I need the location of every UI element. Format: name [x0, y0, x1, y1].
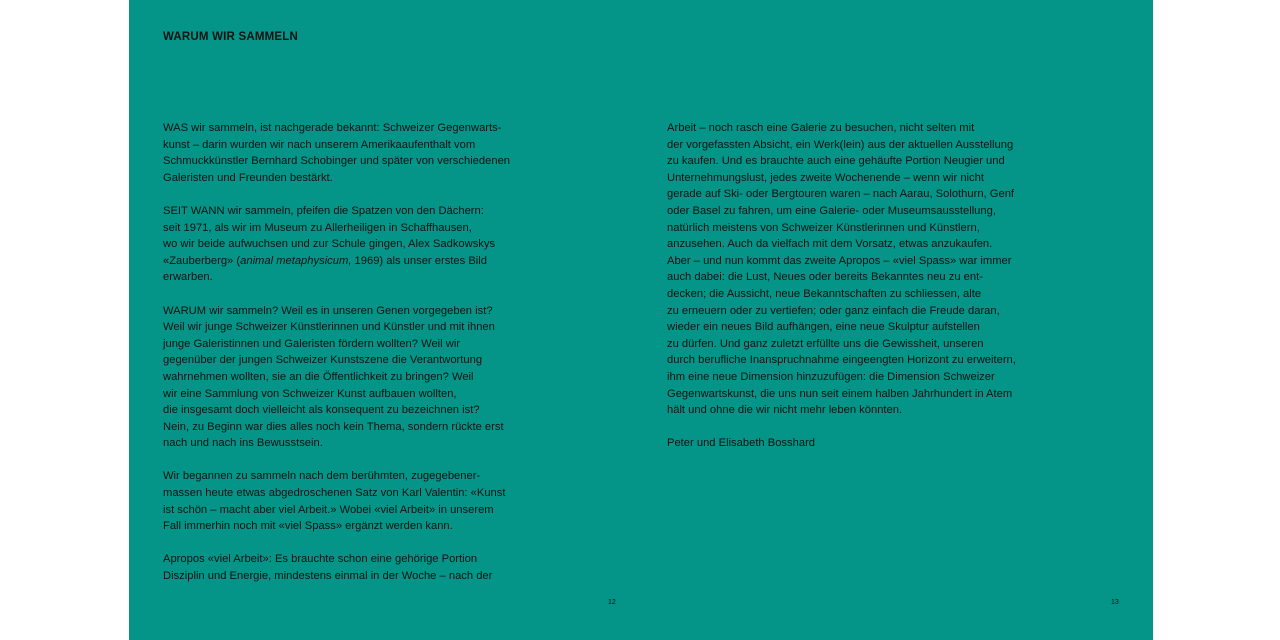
text-line: Weil wir junge Schweizer Künstlerinnen und Künstler und mit ihnen: [163, 321, 495, 334]
signature: [667, 435, 1067, 452]
text-line: decken; die Aussicht, neue Bekanntschaften zu schliessen, alte: [667, 287, 982, 300]
text-line: kunst – darin wurden wir nach unserem Amerikaaufenthalt vom: [163, 138, 476, 151]
paragraph-valentin: [163, 468, 563, 534]
text-line: oder Basel zu fahren, um eine Galerie- oder Museumsausstellung,: [667, 204, 996, 217]
text-line: SEIT WANN wir sammeln, pfeifen die Spatzen von den Dächern:: [163, 204, 484, 217]
text-line: WAS wir sammeln, ist nachgerade bekannt: Schweizer Gegenwarts-: [163, 122, 502, 134]
text-line: die insgesamt doch vielleicht als konsequent zu bezeichnen ist?: [163, 404, 480, 417]
text-line: junge Galeristinnen und Galeristen fördern wollten? Weil wir: [163, 337, 461, 350]
text-line: nach und nach ins Bewusstsein.: [163, 437, 323, 450]
text-line: [163, 253, 563, 270]
text-line: massen heute etwas abgedroschenen Satz von Karl Valentin: «Kunst: [163, 487, 506, 500]
text-line: Gegenwartskunst, die uns nun seit einem halben Jahrhundert in Atem: [667, 387, 1013, 400]
text-line: auch dabei: die Lust, Neues oder bereits Bekanntes neu zu ent-: [667, 271, 983, 284]
text-line: Wir begannen zu sammeln nach dem berühmten, zugegebener-: [163, 470, 481, 483]
paragraph-seit-wann: [163, 203, 563, 286]
text-line: Nein, zu Beginn war dies alles noch kein Thema, sondern rückte erst: [163, 420, 504, 433]
paragraph-warum: [163, 303, 563, 452]
text-line: wahrnehmen wollten, sie an die Öffentlichkeit zu bringen? Weil: [163, 370, 474, 383]
text-segment: 1969) als unser erstes Bild: [351, 254, 487, 267]
text-line: Unternehmungslust, jedes zweite Wochenende – wenn wir nicht: [667, 171, 984, 184]
text-line: natürlich meistens von Schweizer Künstlerinnen und Künstlern,: [667, 221, 980, 234]
left-page-body: [163, 120, 563, 601]
page-number: 13: [1111, 599, 1119, 606]
text-line: der vorgefassten Absicht, ein Werk(lein) aus der aktuellen Ausstellung: [667, 138, 1014, 151]
text-line: Arbeit – noch rasch eine Galerie zu besuchen, nicht selten mit: [667, 122, 975, 134]
text-line: zu dürfen. Und ganz zuletzt erfüllte uns die Gewissheit, unseren: [667, 337, 984, 350]
right-page-body: [667, 120, 1067, 468]
text-line: durch berufliche Inanspruchnahme eingeengten Horizont zu erweitern,: [667, 354, 1016, 367]
text-line: gegenüber der jungen Schweizer Kunstszene die Verantwortung: [163, 354, 483, 367]
text-line: ist schön – macht aber viel Arbeit.» Wobei «viel Arbeit» in unserem: [163, 503, 494, 516]
text-line: erwarben.: [163, 271, 213, 284]
text-line: zu erneuern oder zu vertiefen; oder ganz einfach die Freude daran,: [667, 304, 1000, 317]
text-line: Aber – und nun kommt das zweite Apropos – «viel Spass» war immer: [667, 254, 1012, 267]
left-page: [129, 0, 641, 640]
text-line: ihm eine neue Dimension hinzuzufügen: die Dimension Schweizer: [667, 370, 995, 383]
artwork-subtitle: animal metaphysicum,: [240, 254, 352, 267]
text-line: Schmuckkünstler Bernhard Schobinger und später von verschiedenen: [163, 155, 511, 168]
page-heading: WARUM WIR SAMMELN: [163, 31, 298, 43]
page-number: 12: [608, 599, 616, 606]
paragraph-apropos: [163, 551, 563, 584]
right-page: [641, 0, 1153, 640]
book-spread: [129, 0, 1153, 640]
text-line: wir eine Sammlung von Schweizer Kunst aufbauen wollten,: [163, 387, 457, 400]
paragraph-continuation: [667, 120, 1067, 419]
text-line: zu kaufen. Und es brauchte auch eine gehäufte Portion Neugier und: [667, 155, 1005, 168]
text-line: wo wir beide aufwuchsen und zur Schule gingen, Alex Sadkowskys: [163, 238, 496, 251]
text-line: Galeristen und Freunden bestärkt.: [163, 171, 333, 184]
text-line: wieder ein neues Bild aufhängen, eine neue Skulptur aufstellen: [667, 321, 980, 334]
text-line: hält und ohne die wir nicht mehr leben könnten.: [667, 404, 903, 417]
text-line: seit 1971, als wir im Museum zu Allerheiligen in Schaffhausen,: [163, 221, 472, 234]
text-line: WARUM wir sammeln? Weil es in unseren Genen vorgegeben ist?: [163, 304, 493, 317]
author-names: Peter und Elisabeth Bosshard: [667, 437, 816, 450]
text-line: Apropos «viel Arbeit»: Es brauchte schon eine gehörige Portion: [163, 553, 478, 566]
text-line: anzusehen. Auch da vielfach mit dem Vorsatz, etwas anzukaufen.: [667, 238, 993, 251]
text-line: Disziplin und Energie, mindestens einmal in der Woche – nach der: [163, 570, 493, 583]
text-line: gerade auf Ski- oder Bergtouren waren – nach Aarau, Solothurn, Genf: [667, 188, 1015, 201]
text-segment: «Zauberberg» (: [163, 254, 241, 267]
text-line: Fall immerhin noch mit «viel Spass» ergänzt werden kann.: [163, 520, 453, 533]
paragraph-was: [163, 120, 563, 186]
